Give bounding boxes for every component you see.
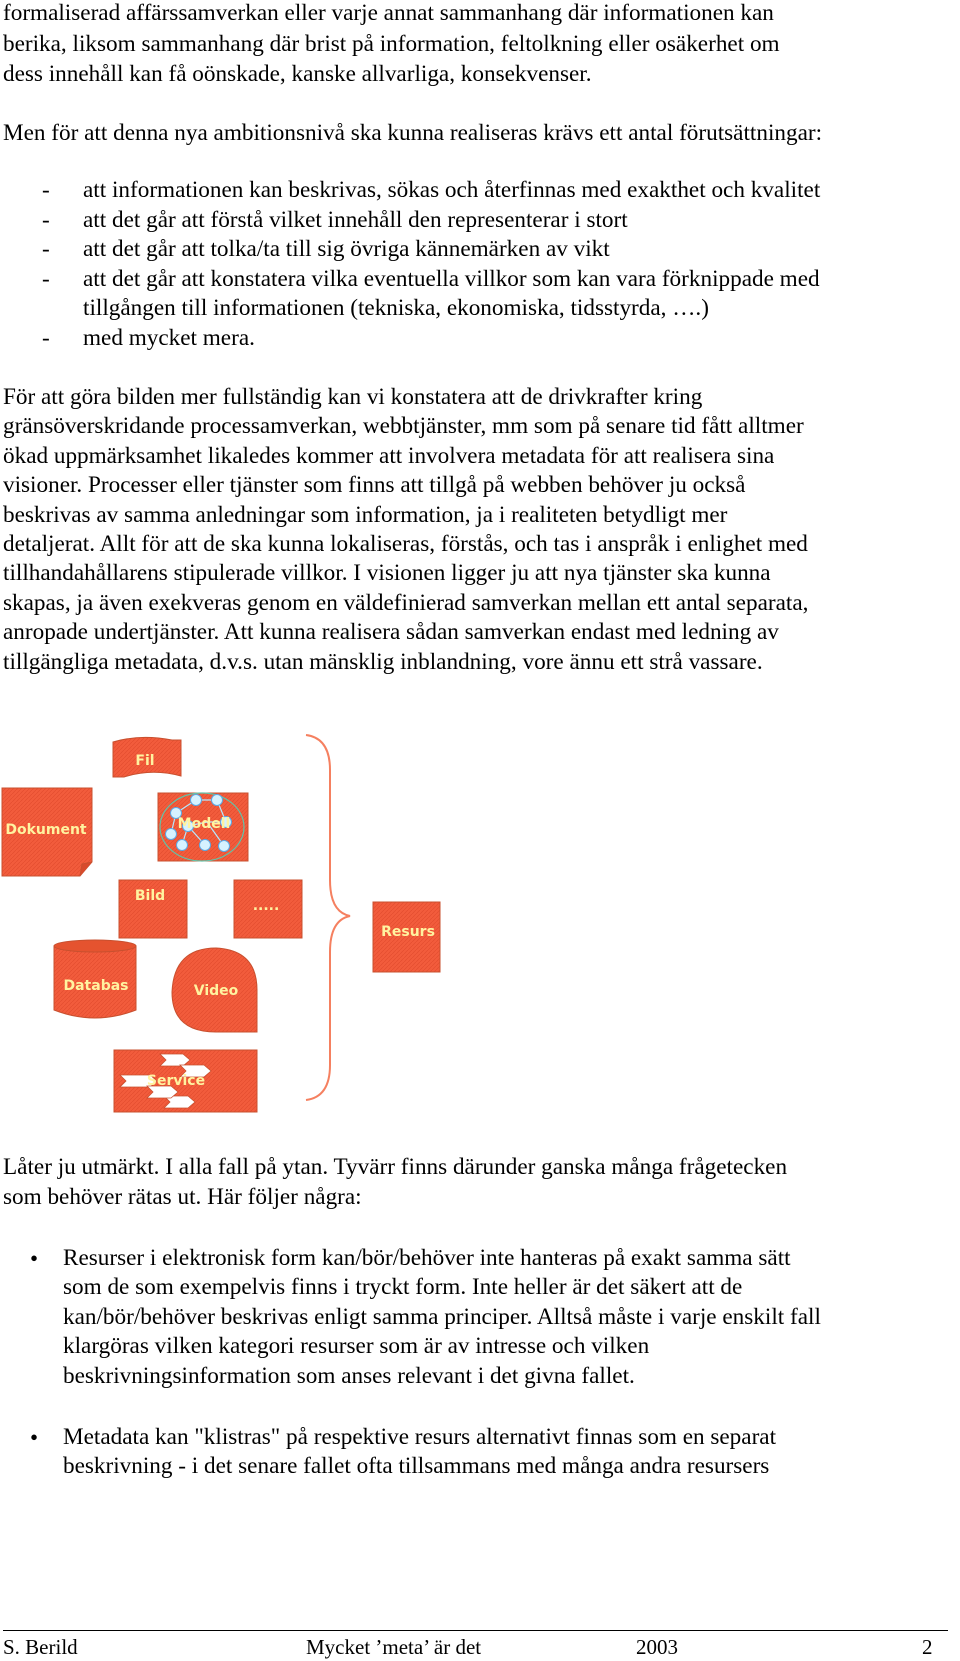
list-dash: - xyxy=(42,207,50,233)
bullet-line: Resurser i elektronisk form kan/bör/behöver inte hanteras på exakt samma sätt xyxy=(63,1245,791,1271)
video-shape xyxy=(172,948,257,1032)
fil-label: Fil xyxy=(135,753,155,769)
curly-brace xyxy=(306,735,350,1100)
bullet-line: beskrivningsinformation som anses relevant i det givna fallet. xyxy=(63,1363,635,1389)
modell-shape xyxy=(158,793,248,861)
bild-label: Bild xyxy=(134,888,166,904)
other-shape xyxy=(234,880,302,938)
list-dash: - xyxy=(42,325,50,351)
list-dash: - xyxy=(42,177,50,203)
footer-author: S. Berild xyxy=(3,1635,78,1659)
text-line: visioner. Processer eller tjänster som finns att tillgå på webben behöver ju också xyxy=(3,472,746,498)
text-line: tillhandahållarens stipulerade villkor. I visionen ligger ju att nya tjänster ska kunna xyxy=(3,560,771,586)
service-label: Service xyxy=(146,1073,206,1089)
fil-shape xyxy=(113,737,181,777)
other-label: ..... xyxy=(252,898,280,914)
text-line: formaliserad affärssamverkan eller varje annat sammanhang där informationen kan xyxy=(3,0,774,26)
list-dash: - xyxy=(42,236,50,262)
text-line: berika, liksom sammanhang där brist på information, feltolkning eller osäkerhet om xyxy=(3,31,780,57)
list-item: att det går att konstatera vilka eventuella villkor som kan vara förknippade med xyxy=(83,266,820,292)
list-item: att det går att tolka/ta till sig övriga kännemärken av vikt xyxy=(83,236,610,262)
dokument-shape xyxy=(2,788,92,876)
bullet-symbol: • xyxy=(30,1425,39,1450)
footer-year: 2003 xyxy=(636,1635,678,1659)
bild-shape xyxy=(119,880,187,938)
list-item-continuation: tillgången till informationen (tekniska, ekonomiska, tidsstyrda, ….) xyxy=(83,295,709,321)
video-label: Video xyxy=(193,983,239,999)
text-line: gränsöverskridande processamverkan, webbtjänster, mm som på senare tid fått alltmer xyxy=(3,413,804,439)
footer-rule xyxy=(3,1630,948,1631)
resurs-label: Resurs xyxy=(381,924,435,940)
service-shape xyxy=(114,1050,257,1112)
footer-page-number: 2 xyxy=(922,1635,933,1659)
text-line: Låter ju utmärkt. I alla fall på ytan. Tyvärr finns därunder ganska många frågetecken xyxy=(3,1154,788,1180)
text-line: För att göra bilden mer fullständig kan vi konstatera att de drivkrafter kring xyxy=(3,384,703,410)
dokument-label: Dokument xyxy=(5,822,87,838)
prereq-heading: Men för att denna nya ambitionsnivå ska kunna realiseras krävs ett antal förutsättningar: xyxy=(3,120,823,146)
text-line: ökad uppmärksamhet likaledes kommer att involvera metadata för att realisera sina xyxy=(3,443,775,469)
list-item: att informationen kan beskrivas, sökas och återfinnas med exakthet och kvalitet xyxy=(83,177,821,203)
bullet-line: klargöras vilken kategori resurser som är av intresse och vilken xyxy=(63,1333,650,1359)
text-line: tillgängliga metadata, d.v.s. utan mänsklig inblandning, vore ännu ett strå vassare. xyxy=(3,649,763,675)
footer-title: Mycket ’meta’ är det xyxy=(306,1635,482,1659)
text-line: dess innehåll kan få oönskade, kanske allvarliga, konsekvenser. xyxy=(3,61,592,87)
list-item: med mycket mera. xyxy=(83,325,255,351)
bullet-symbol: • xyxy=(30,1246,39,1271)
bullet-line: Metadata kan "klistras" på respektive resurs alternativt finnas som en separat xyxy=(63,1424,777,1450)
text-line: detaljerat. Allt för att de ska kunna lokaliseras, förstås, och tas i anspråk i enlighet med xyxy=(3,531,808,557)
bullet-line: kan/bör/behöver beskrivas enligt samma principer. Alltså måste i varje enskilt fall xyxy=(63,1304,821,1330)
list-dash: - xyxy=(42,266,50,292)
modell-label: Modell xyxy=(177,816,231,832)
bullet-line: som de som exempelvis finns i tryckt form. Inte heller är det säkert att de xyxy=(63,1274,743,1300)
text-line: som behöver rätas ut. Här följer några: xyxy=(3,1184,362,1210)
text-line: beskrivas av samma anledningar som information, ja i realiteten betydligt mer xyxy=(3,502,728,528)
bullet-line: beskrivning - i det senare fallet ofta tillsammans med många andra resursers xyxy=(63,1453,770,1479)
resurs-shape xyxy=(373,902,440,972)
list-item: att det går att förstå vilket innehåll den representerar i stort xyxy=(83,207,628,233)
text-line: anropade undertjänster. Att kunna realisera sådan samverkan endast med ledning av xyxy=(3,619,779,645)
resource-diagram xyxy=(0,730,470,1120)
databas-label: Databas xyxy=(63,978,129,994)
text-line: skapas, ja även exekveras genom en väldefinierad samverkan mellan ett antal separata, xyxy=(3,590,809,616)
databas-shape xyxy=(54,940,136,1018)
